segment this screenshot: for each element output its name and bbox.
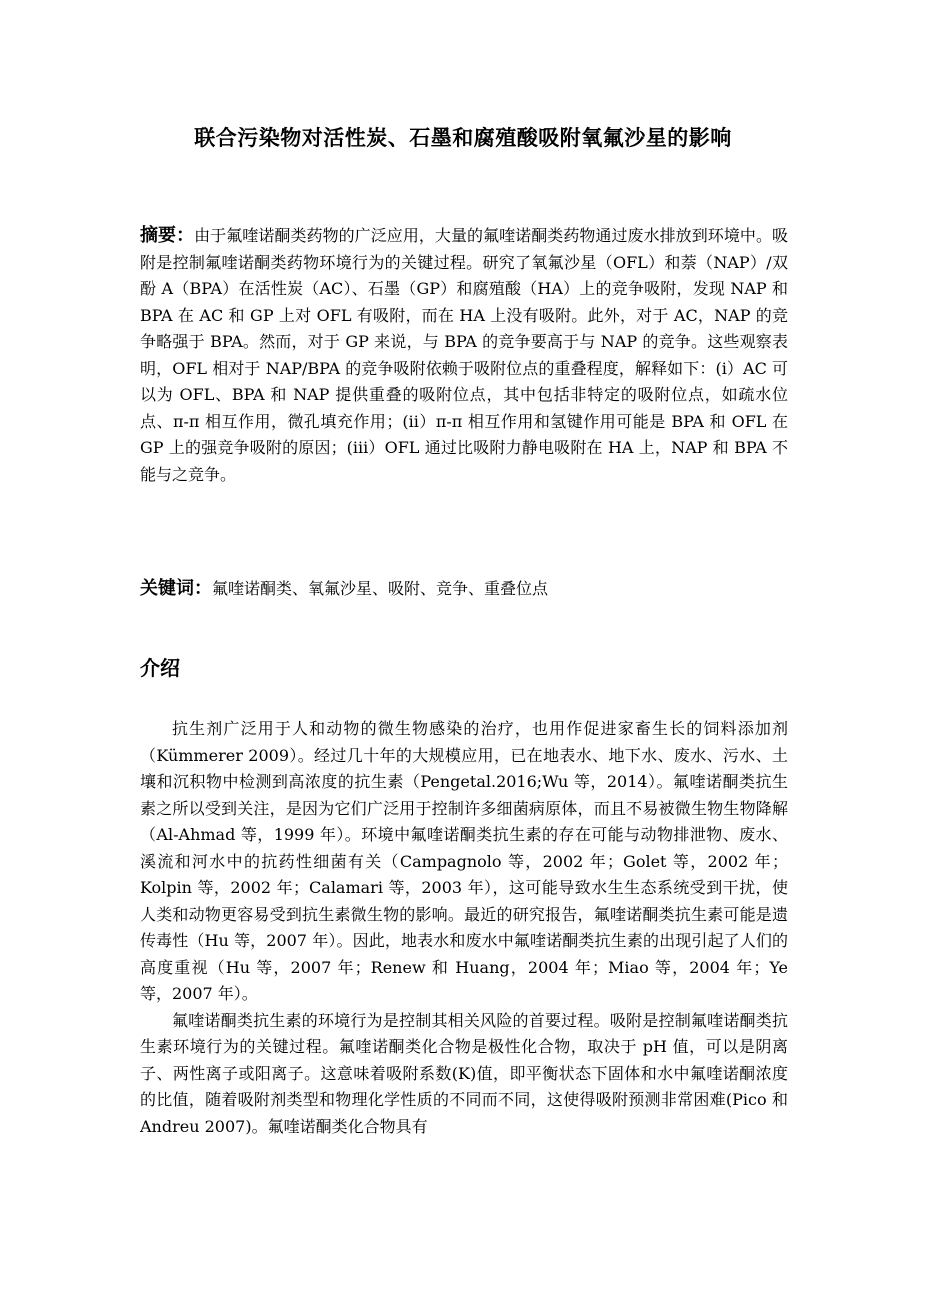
intro-paragraph-2: 氟喹诺酮类抗生素的环境行为是控制其相关风险的首要过程。吸附是控制氟喹诺酮类抗生素环境行为的关键过程。氟喹诺酮类化合物是极性化合物，取决于 pH 值，可以是阴离子、两性离子或阳离子。这意味着吸附系数(K)值，即平衡状态下固体和水中氟喹诺酮浓度的比值，随着吸附剂类型和物理化学性质的不同而不同，这使得吸附预测非常困难(Pico 和 Andreu 2007)。氟喹诺酮类化合物具有 bbox=[140, 1010, 788, 1136]
keywords-label: 关键词： bbox=[140, 578, 212, 599]
intro-heading: 介绍 bbox=[140, 656, 180, 680]
intro-paragraph-1: 抗生剂广泛用于人和动物的微生物感染的治疗，也用作促进家畜生长的饲料添加剂（Kümmerer 2009）。经过几十年的大规模应用，已在地表水、地下水、废水、污水、土壤和沉积物中检测到高浓度的抗生素（Pengetal.2016;Wu 等，2014）。氟喹诺酮类抗生素之所以受到关注，是因为它们广泛用于控制许多细菌病原体，而且不易被微生物生物降解（Al-Ahmad 等，1999 年）。环境中氟喹诺酮类抗生素的存在可能与动物排泄物、废水、溪流和河水中的抗药性细菌有关（Campagnolo 等，2002 年；Golet 等，2002 年；Kolpin 等，2002 年；Calamari 等，2003 年），这可能导致水生生态系统受到干扰，使人类和动物更容易受到抗生素微生物的影响。最近的研究报告，氟喹诺酮类抗生素可能是遗传毒性（Hu 等，2007 年）。因此，地表水和废水中氟喹诺酮类抗生素的出现引起了人们的高度重视（Hu 等，2007 年；Renew 和 Huang，2004 年；Miao 等，2004 年；Ye 等，2007 年）。 bbox=[140, 719, 788, 1003]
abstract-section bbox=[140, 223, 788, 488]
intro-body bbox=[140, 716, 788, 1140]
paper-title: 联合污染物对活性炭、石墨和腐殖酸吸附氧氟沙星的影响 bbox=[194, 126, 732, 150]
abstract-label: 摘要： bbox=[140, 225, 195, 246]
keywords-section bbox=[140, 576, 788, 602]
abstract-text: 由于氟喹诺酮类药物的广泛应用，大量的氟喹诺酮类药物通过废水排放到环境中。吸附是控制氟喹诺酮类药物环境行为的关键过程。研究了氧氟沙星（OFL）和萘（NAP）/双酚 A（BPA）在活性炭（AC）、石墨（GP）和腐殖酸（HA）上的竞争吸附，发现 NAP 和 BPA 在 AC 和 GP 上对 OFL 有吸附，而在 HA 上没有吸附。此外，对于 AC，NAP 的竞争略强于 BPA。然而，对于 GP 来说，与 BPA 的竞争要高于与 NAP 的竞争。这些观察表明，OFL 相对于 NAP/BPA 的竞争吸附依赖于吸附位点的重叠程度，解释如下：(i）AC 可以为 OFL、BPA 和 NAP 提供重叠的吸附位点，其中包括非特定的吸附位点，如疏水位点、π-π 相互作用，微孔填充作用；(ii）π-π 相互作用和氢键作用可能是 BPA 和 OFL 在 GP 上的强竞争吸附的原因；(iii）OFL 通过比吸附力静电吸附在 HA 上，NAP 和 BPA 不能与之竞争。 bbox=[140, 226, 788, 484]
keywords-text: 氟喹诺酮类、氧氟沙星、吸附、竞争、重叠位点 bbox=[212, 579, 549, 598]
